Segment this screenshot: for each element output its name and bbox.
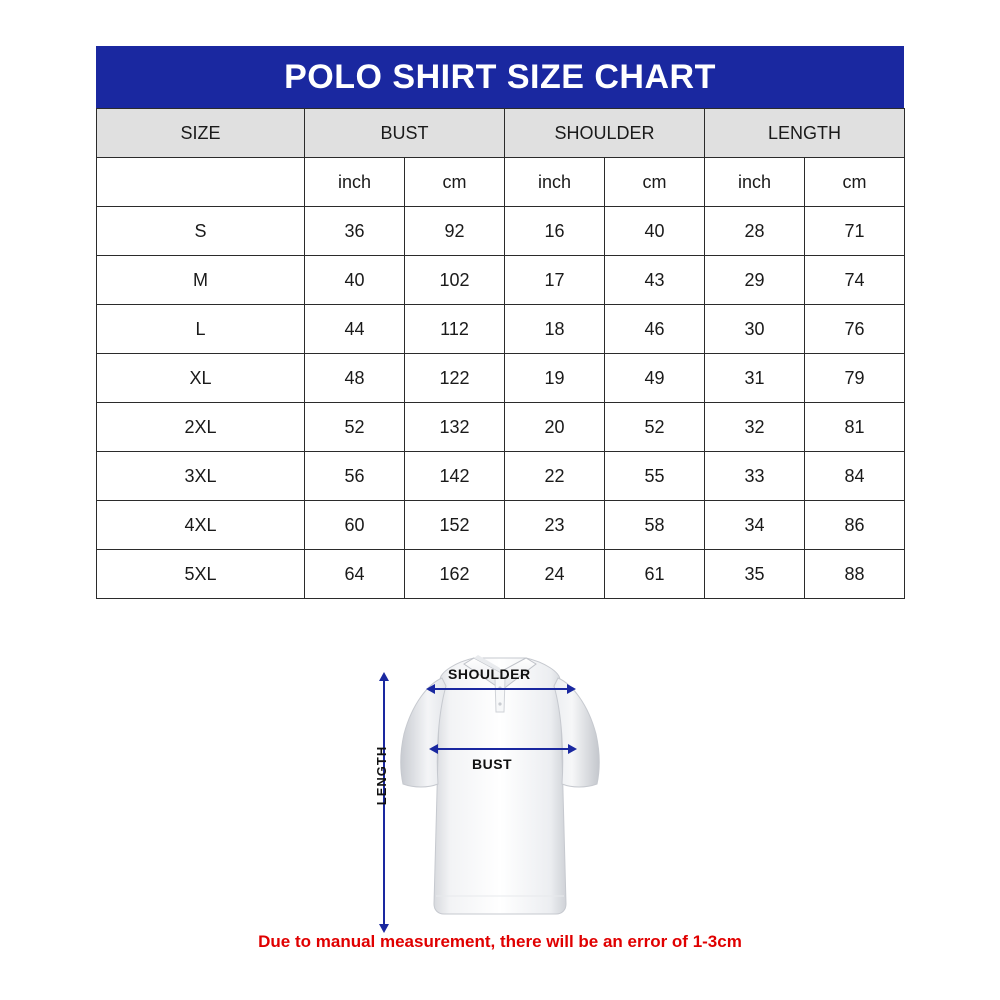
table-value-cell: 29 [705, 256, 805, 305]
table-value-cell: 61 [605, 550, 705, 599]
table-value-cell: 49 [605, 354, 705, 403]
table-size-cell: L [97, 305, 305, 354]
length-label: LENGTH [374, 745, 390, 806]
table-value-cell: 102 [405, 256, 505, 305]
table-unit-cell: cm [405, 158, 505, 207]
table-size-cell: M [97, 256, 305, 305]
bust-label: BUST [472, 756, 513, 772]
measurement-diagram [0, 628, 1000, 948]
table-value-cell: 58 [605, 501, 705, 550]
table-value-cell: 18 [505, 305, 605, 354]
table-row [97, 501, 905, 550]
table-value-cell: 71 [805, 207, 905, 256]
table-value-cell: 79 [805, 354, 905, 403]
table-value-cell: 86 [805, 501, 905, 550]
table-value-cell: 52 [605, 403, 705, 452]
table-size-cell: 4XL [97, 501, 305, 550]
table-value-cell: 20 [505, 403, 605, 452]
table-unit-row [97, 158, 905, 207]
table-row [97, 452, 905, 501]
table-unit-blank [97, 158, 305, 207]
table-group-header: SIZE [97, 109, 305, 158]
table-value-cell: 112 [405, 305, 505, 354]
size-table [96, 108, 905, 599]
table-value-cell: 64 [305, 550, 405, 599]
table-value-cell: 22 [505, 452, 605, 501]
table-value-cell: 28 [705, 207, 805, 256]
table-value-cell: 44 [305, 305, 405, 354]
table-size-cell: 3XL [97, 452, 305, 501]
table-value-cell: 132 [405, 403, 505, 452]
table-size-cell: S [97, 207, 305, 256]
table-value-cell: 55 [605, 452, 705, 501]
table-value-cell: 30 [705, 305, 805, 354]
table-value-cell: 33 [705, 452, 805, 501]
table-value-cell: 88 [805, 550, 905, 599]
table-row [97, 354, 905, 403]
table-value-cell: 17 [505, 256, 605, 305]
shoulder-arrow [434, 688, 568, 690]
shoulder-label: SHOULDER [448, 666, 531, 682]
table-value-cell: 60 [305, 501, 405, 550]
measurement-note: Due to manual measurement, there will be an error of 1-3cm [258, 932, 742, 951]
table-size-cell: 5XL [97, 550, 305, 599]
bust-arrow [437, 748, 569, 750]
table-value-cell: 35 [705, 550, 805, 599]
table-group-header: LENGTH [705, 109, 905, 158]
table-value-cell: 24 [505, 550, 605, 599]
table-value-cell: 16 [505, 207, 605, 256]
table-value-cell: 40 [605, 207, 705, 256]
table-size-cell: 2XL [97, 403, 305, 452]
table-value-cell: 31 [705, 354, 805, 403]
table-header-row [97, 109, 905, 158]
table-value-cell: 46 [605, 305, 705, 354]
table-value-cell: 152 [405, 501, 505, 550]
table-value-cell: 81 [805, 403, 905, 452]
table-unit-cell: cm [805, 158, 905, 207]
table-value-cell: 19 [505, 354, 605, 403]
table-group-header: BUST [305, 109, 505, 158]
table-value-cell: 74 [805, 256, 905, 305]
table-value-cell: 40 [305, 256, 405, 305]
table-row [97, 550, 905, 599]
table-value-cell: 162 [405, 550, 505, 599]
table-value-cell: 48 [305, 354, 405, 403]
table-value-cell: 52 [305, 403, 405, 452]
table-unit-cell: inch [305, 158, 405, 207]
table-row [97, 403, 905, 452]
table-row [97, 305, 905, 354]
table-size-cell: XL [97, 354, 305, 403]
table-value-cell: 92 [405, 207, 505, 256]
chart-title: POLO SHIRT SIZE CHART [96, 46, 904, 108]
table-value-cell: 76 [805, 305, 905, 354]
table-value-cell: 142 [405, 452, 505, 501]
table-unit-cell: inch [705, 158, 805, 207]
table-unit-cell: cm [605, 158, 705, 207]
table-value-cell: 23 [505, 501, 605, 550]
table-value-cell: 122 [405, 354, 505, 403]
table-value-cell: 84 [805, 452, 905, 501]
table-unit-cell: inch [505, 158, 605, 207]
size-chart [96, 46, 904, 599]
table-value-cell: 56 [305, 452, 405, 501]
table-value-cell: 36 [305, 207, 405, 256]
table-value-cell: 34 [705, 501, 805, 550]
table-group-header: SHOULDER [505, 109, 705, 158]
table-value-cell: 32 [705, 403, 805, 452]
table-row [97, 207, 905, 256]
table-value-cell: 43 [605, 256, 705, 305]
table-row [97, 256, 905, 305]
